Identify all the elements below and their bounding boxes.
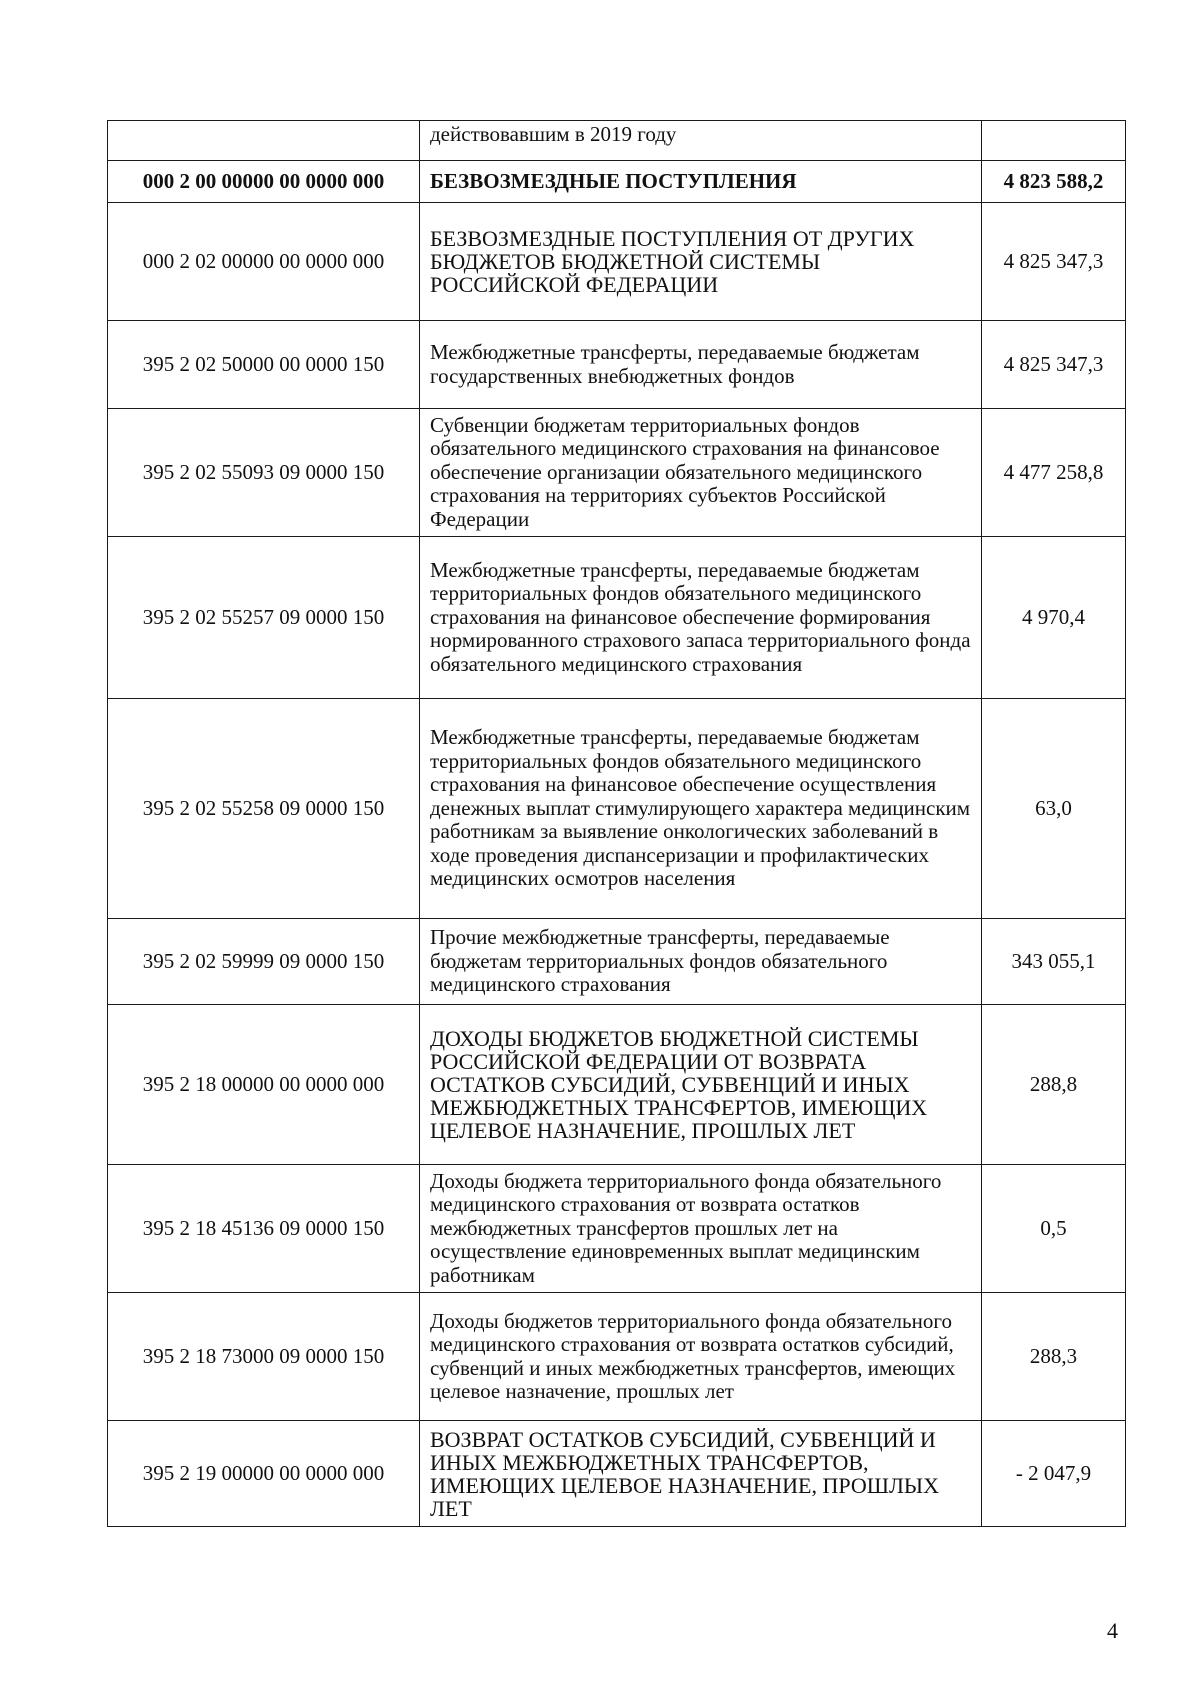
revenue-name-cell: Прочие межбюджетные трансферты, передаваемые бюджетам территориальных фондов обязательного медицинского страхования — [420, 919, 982, 1005]
revenue-name-cell: БЕЗВОЗМЕЗДНЫЕ ПОСТУПЛЕНИЯ ОТ ДРУГИХ БЮДЖЕТОВ БЮДЖЕТНОЙ СИСТЕМЫ РОССИЙСКОЙ ФЕДЕРАЦИИ — [420, 203, 982, 321]
page-number: 4 — [1107, 1618, 1118, 1643]
table-row — [108, 121, 1126, 161]
amount-cell: 288,8 — [982, 1005, 1126, 1165]
table-row — [108, 537, 1126, 699]
revenue-name-cell: ДОХОДЫ БЮДЖЕТОВ БЮДЖЕТНОЙ СИСТЕМЫ РОССИЙСКОЙ ФЕДЕРАЦИИ ОТ ВОЗВРАТА ОСТАТКОВ СУБСИДИЙ, СУБВЕНЦИЙ И ИНЫХ МЕЖБЮДЖЕТНЫХ ТРАНСФЕРТОВ, ИМЕЮЩИХ ЦЕЛЕВОЕ НАЗНАЧЕНИЕ, ПРОШЛЫХ ЛЕТ — [420, 1005, 982, 1165]
budget-code-cell: 395 2 18 45136 09 0000 150 — [108, 1165, 420, 1293]
table-row — [108, 1421, 1126, 1527]
table-row — [108, 1005, 1126, 1165]
table-row — [108, 161, 1126, 203]
budget-code-cell: 395 2 02 55257 09 0000 150 — [108, 537, 420, 699]
revenue-name-cell: Доходы бюджетов территориального фонда обязательного медицинского страхования от возврата остатков субсидий, субвенций и иных межбюджетных трансфертов, имеющих целевое назначение, прошлых лет — [420, 1293, 982, 1421]
table-row — [108, 409, 1126, 537]
amount-cell: 63,0 — [982, 699, 1126, 919]
budget-code-cell: 395 2 19 00000 00 0000 000 — [108, 1421, 420, 1527]
revenue-name-cell: Субвенции бюджетам территориальных фондов обязательного медицинского страхования на финансовое обеспечение организации обязательного медицинского страхования на территориях субъектов Российской Федерации — [420, 409, 982, 537]
table-row — [108, 699, 1126, 919]
amount-cell: - 2 047,9 — [982, 1421, 1126, 1527]
revenue-name-cell: Межбюджетные трансферты, передаваемые бюджетам государственных внебюджетных фондов — [420, 321, 982, 409]
table-row — [108, 321, 1126, 409]
revenue-name-cell: Доходы бюджета территориального фонда обязательного медицинского страхования от возврата остатков межбюджетных трансфертов прошлых лет на осуществление единовременных выплат медицинским работникам — [420, 1165, 982, 1293]
table-row — [108, 919, 1126, 1005]
table-row — [108, 203, 1126, 321]
budget-code-cell: 395 2 18 00000 00 0000 000 — [108, 1005, 420, 1165]
budget-code-cell: 395 2 02 59999 09 0000 150 — [108, 919, 420, 1005]
amount-cell: 0,5 — [982, 1165, 1126, 1293]
budget-revenue-table — [107, 120, 1126, 1527]
budget-code-cell: 395 2 02 50000 00 0000 150 — [108, 321, 420, 409]
amount-cell: 288,3 — [982, 1293, 1126, 1421]
amount-cell: 4 823 588,2 — [982, 161, 1126, 203]
amount-cell: 4 825 347,3 — [982, 203, 1126, 321]
revenue-name-cell: Межбюджетные трансферты, передаваемые бюджетам территориальных фондов обязательного медицинского страхования на финансовое обеспечение формирования нормированного страхового запаса территориального фонда обязательного медицинского страхования — [420, 537, 982, 699]
table-row — [108, 1293, 1126, 1421]
revenue-name-cell: действовавшим в 2019 году — [420, 121, 982, 161]
revenue-name-cell: БЕЗВОЗМЕЗДНЫЕ ПОСТУПЛЕНИЯ — [420, 161, 982, 203]
amount-cell: 4 970,4 — [982, 537, 1126, 699]
revenue-name-cell: Межбюджетные трансферты, передаваемые бюджетам территориальных фондов обязательного медицинского страхования на финансовое обеспечение осуществления денежных выплат стимулирующего характера медицинским работникам за выявление онкологических заболеваний в ходе проведения диспансеризации и профилактических медицинских осмотров населения — [420, 699, 982, 919]
amount-cell — [982, 121, 1126, 161]
amount-cell: 4 825 347,3 — [982, 321, 1126, 409]
revenue-name-cell: ВОЗВРАТ ОСТАТКОВ СУБСИДИЙ, СУБВЕНЦИЙ И ИНЫХ МЕЖБЮДЖЕТНЫХ ТРАНСФЕРТОВ, ИМЕЮЩИХ ЦЕЛЕВОЕ НАЗНАЧЕНИЕ, ПРОШЛЫХ ЛЕТ — [420, 1421, 982, 1527]
table-body — [108, 121, 1126, 1527]
budget-code-cell: 395 2 02 55093 09 0000 150 — [108, 409, 420, 537]
table-row — [108, 1165, 1126, 1293]
amount-cell: 343 055,1 — [982, 919, 1126, 1005]
budget-code-cell: 395 2 18 73000 09 0000 150 — [108, 1293, 420, 1421]
budget-code-cell: 000 2 02 00000 00 0000 000 — [108, 203, 420, 321]
budget-code-cell: 395 2 02 55258 09 0000 150 — [108, 699, 420, 919]
budget-code-cell: 000 2 00 00000 00 0000 000 — [108, 161, 420, 203]
amount-cell: 4 477 258,8 — [982, 409, 1126, 537]
budget-code-cell — [108, 121, 420, 161]
